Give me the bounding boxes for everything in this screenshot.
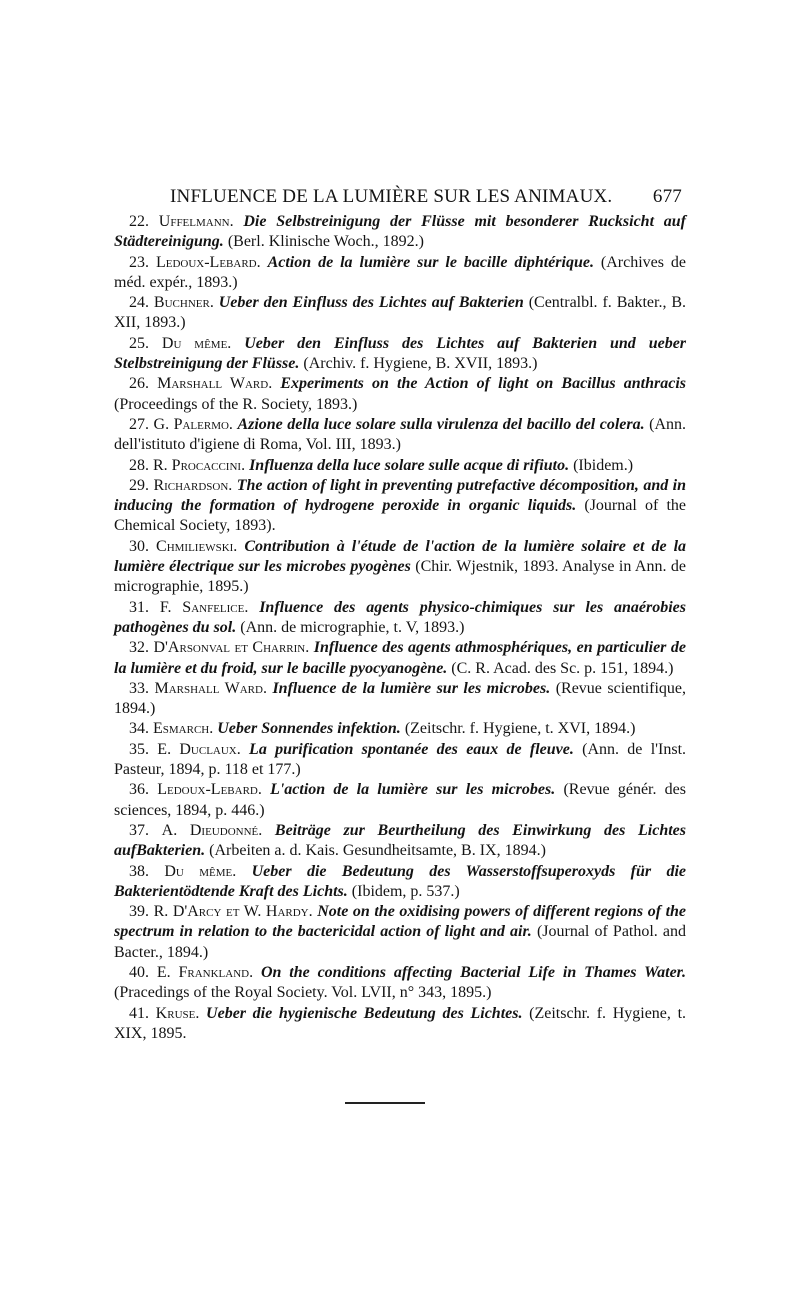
ref-number: 34. <box>129 720 149 738</box>
reference-item <box>114 963 686 1004</box>
reference-list <box>114 212 686 1044</box>
ref-author: D'Arsonval et Charrin. <box>153 639 310 657</box>
ref-title: Ueber Sonnendes infektion. <box>217 720 401 738</box>
reference-item <box>114 719 686 739</box>
reference-item <box>114 598 686 639</box>
ref-number: 39. <box>129 903 149 921</box>
ref-source: (Chir. Wjestnik, 1893. Analyse in Ann. de micrographie, 1895.) <box>114 558 686 596</box>
reference-item <box>114 862 686 903</box>
reference-item <box>114 415 686 456</box>
reference-item <box>114 374 686 415</box>
ref-author: Du même. <box>164 862 237 880</box>
ref-source: (Revue scientifique, 1894.) <box>114 679 687 718</box>
ref-source: (Archives de méd. expér., 1893.) <box>114 253 687 291</box>
ref-author: F. Sanfelice. <box>159 598 249 616</box>
ref-source: (Ann. de l'Inst. Pasteur, 1894, p. 118 et 177.) <box>114 740 687 779</box>
reference-item <box>114 476 686 537</box>
page-number: 677 <box>652 186 682 207</box>
ref-title: On the conditions affecting Bacterial Life in Thames Water. <box>260 963 687 981</box>
ref-title: Note on the oxidising powers of different regions of the spectrum in relation to the bactericidal action of light and air. <box>114 903 687 941</box>
ref-number: 40. <box>129 963 149 981</box>
reference-item <box>114 780 686 821</box>
reference-item <box>114 679 686 720</box>
ref-source: (C. R. Acad. des Sc. p. 151, 1894.) <box>451 659 674 677</box>
ref-number: 30. <box>129 537 149 555</box>
ref-source: (Centralbl. f. Bakter., B. XII, 1893.) <box>114 294 687 332</box>
ref-title: Azione della luce solare sulla virulenza del bacillo del colera. <box>237 415 645 433</box>
reference-item <box>114 293 686 334</box>
ref-title: Influence des agents physico-chimiques sur les anaérobies pathogènes du sol. <box>114 598 687 636</box>
ref-title: Ueber den Einfluss des Lichtes auf Bakterien und ueber Stelbstreinigung der Flüsse. <box>114 334 687 373</box>
ref-number: 25. <box>129 334 149 352</box>
ref-number: 41. <box>129 1004 149 1022</box>
reference-item <box>114 638 686 679</box>
ref-title: Ueber die hygienische Bedeutung des Lichtes. <box>206 1004 523 1022</box>
ref-source: (Ibidem.) <box>573 456 634 474</box>
ref-source: (Berl. Klinische Woch., 1892.) <box>227 233 424 251</box>
ref-source: (Zeitschr. f. Hygiene, t. XVI, 1894.) <box>404 720 636 738</box>
ref-author: R. Procaccini. <box>153 456 246 474</box>
reference-item <box>114 740 686 781</box>
reference-item <box>114 334 686 375</box>
ref-number: 32. <box>129 639 149 657</box>
ref-author: E. Frankland. <box>156 963 254 981</box>
reference-item <box>114 212 686 253</box>
reference-item <box>114 456 686 476</box>
ref-author: Marshall Ward. <box>154 679 267 697</box>
ref-author: E. Duclaux. <box>157 740 241 758</box>
ref-number: 36. <box>129 781 149 799</box>
ref-source: (Zeitschr. f. Hygiene, t. XIX, 1895. <box>114 1004 687 1042</box>
ref-number: 37. <box>129 821 149 839</box>
ref-source: (Ann. dell'istituto d'igiene di Roma, Vol. III, 1893.) <box>114 415 687 454</box>
ref-author: A. Dieudonné. <box>161 821 263 839</box>
running-title: INFLUENCE DE LA LUMIÈRE SUR LES ANIMAUX. <box>170 186 613 207</box>
ref-author: Kruse. <box>155 1004 200 1022</box>
ref-source: (Archiv. f. Hygiene, B. XVII, 1893.) <box>303 355 538 373</box>
ref-source: (Revue génér. des sciences, 1894, p. 446.) <box>114 781 687 819</box>
ref-author: Marshall Ward. <box>157 375 273 393</box>
ref-author: G. Palermo. <box>153 415 233 433</box>
ref-author: Ledoux-Lebard. <box>155 253 261 271</box>
ref-number: 29. <box>129 476 149 494</box>
ref-number: 33. <box>129 679 149 697</box>
ref-author: Du même. <box>161 334 232 352</box>
ref-author: Uffelmann. <box>158 213 234 230</box>
ref-source: (Arbeiten a. d. Kais. Gesundheitsamte, B. IX, 1894.) <box>209 842 546 860</box>
reference-item <box>114 253 686 294</box>
ref-title: Contribution à l'étude de l'action de la lumière solaire et de la lumière électrique sur les microbes pyogènes <box>114 537 687 576</box>
reference-item <box>114 1004 686 1045</box>
ref-title: Ueber den Einfluss des Lichtes auf Bakterien <box>218 294 524 312</box>
ref-author: Esmarch. <box>153 720 214 738</box>
ref-number: 28. <box>129 456 149 474</box>
ref-number: 24. <box>129 294 149 312</box>
ref-title: The action of light in preventing putrefactive décomposition, and in inducing the formation of hydrogene peroxide in organic liquids. <box>114 476 686 515</box>
ref-author: Richardson. <box>153 476 233 494</box>
ref-title: Experiments on the Action of light on Bacillus anthracis <box>280 375 687 393</box>
ref-title: Influenza della luce solare sulle acque di rifiuto. <box>249 456 570 474</box>
ref-source: (Pracedings of the Royal Society. Vol. LVII, n° 343, 1895.) <box>114 984 492 1002</box>
ref-source: (Ann. de micrographie, t. V, 1893.) <box>240 618 465 636</box>
ref-title: Action de la lumière sur le bacille diphtérique. <box>267 253 594 271</box>
ref-source: (Journal of Pathol. and Bacter., 1894.) <box>114 923 687 961</box>
ref-source: (Journal of the Chemical Society, 1893). <box>114 497 686 535</box>
ref-source: (Ibidem, p. 537.) <box>351 882 460 900</box>
ref-title: Beiträge zur Beurtheilung des Einwirkung des Lichtes aufBakterien. <box>114 821 687 860</box>
ref-title: Influence de la lumière sur les microbes. <box>272 679 551 697</box>
running-header <box>114 180 682 210</box>
ref-title: La purification spontanée des eaux de fleuve. <box>249 740 574 758</box>
reference-item <box>114 902 686 963</box>
reference-item <box>114 821 686 862</box>
ref-author: Buchner. <box>153 294 214 312</box>
ref-number: 26. <box>129 375 149 393</box>
ref-number: 27. <box>129 415 149 433</box>
ref-author: R. D'Arcy et W. Hardy. <box>153 903 313 921</box>
ref-author: Ledoux-Lebard. <box>157 781 262 799</box>
closing-rule <box>345 1102 425 1104</box>
ref-title: Die Selbstreinigung der Flüsse mit besonderer Rucksicht auf Städtereinigung. <box>114 213 686 251</box>
reference-item <box>114 537 686 598</box>
ref-number: 35. <box>129 740 149 758</box>
ref-number: 22. <box>129 213 149 230</box>
ref-title: Influence des agents athmosphériques, en particulier de la lumière et du froid, sur le bacille pyocyanogène. <box>114 639 686 677</box>
ref-title: Ueber die Bedeutung des Wasserstoffsuperoxyds für die Bakterientödtende Kraft des Lichts. <box>114 862 687 900</box>
ref-title: L'action de la lumière sur les microbes. <box>270 781 556 799</box>
ref-number: 38. <box>129 862 149 880</box>
ref-number: 31. <box>129 598 149 616</box>
ref-source: (Proceedings of the R. Society, 1893.) <box>114 395 358 413</box>
ref-number: 23. <box>129 253 149 271</box>
ref-author: Chmiliewski. <box>156 537 238 555</box>
